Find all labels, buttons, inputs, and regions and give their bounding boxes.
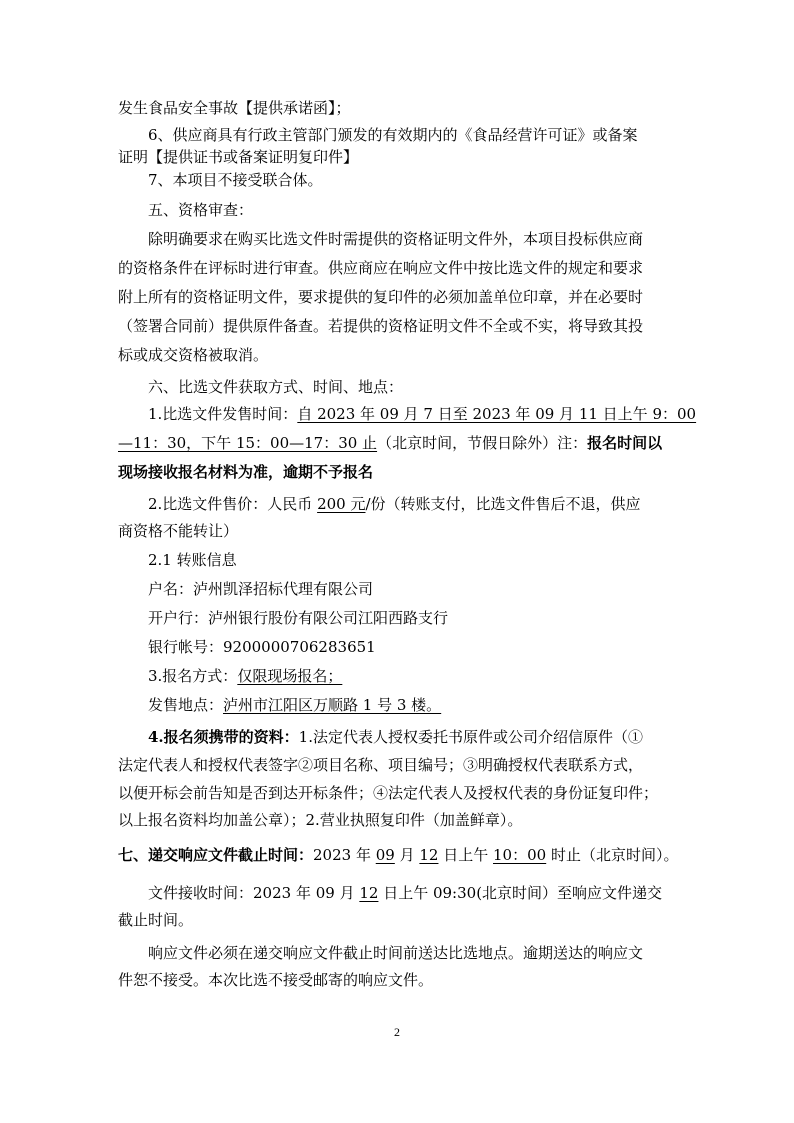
note: （北京时间，节假日除外）注： — [377, 434, 588, 452]
text-line: 发生食品安全事故【提供承诺函】； — [118, 99, 351, 117]
text-line: 响应文件必须在递交响应文件截止时间前送达比选地点。逾期送达的响应文 — [148, 944, 644, 962]
text-line: 6、供应商具有行政主管部门颁发的有效期内的《食品经营许可证》或备案 — [148, 126, 638, 144]
text-line — [148, 494, 698, 514]
text: 时止（北京时间）。 — [546, 846, 679, 864]
label: 七、递交响应文件截止时间： — [118, 846, 314, 864]
text-line: 除明确要求在购买比选文件时需提供的资格证明文件外，本项目投标供应商 — [148, 230, 644, 248]
section-heading-7 — [118, 845, 718, 865]
text-line: 现场接收报名材料为准，逾期不予报名 — [118, 463, 374, 481]
text-line: 7、本项目不接受联合体。 — [148, 171, 323, 189]
text-line — [148, 666, 698, 686]
text-line: 商资格不能转让） — [118, 522, 239, 540]
text: 月 — [394, 846, 420, 864]
address: 泸州市江阳区万顺路 1 号 3 楼。 — [223, 696, 442, 714]
text: 日上午 — [438, 846, 494, 864]
label: 3.报名方式： — [148, 667, 238, 685]
text-line: 的资格条件在评标时进行审查。供应商应在响应文件中按比选文件的规定和要求 — [118, 259, 644, 277]
text-line — [118, 433, 698, 453]
text-line: 以上报名资料均加盖公章）；2.营业执照复印件（加盖鲜章）。 — [118, 811, 523, 829]
day: 12 — [419, 846, 439, 864]
text: 1.法定代表人授权委托书原件或公司介绍信原件（① — [298, 728, 643, 746]
text: /份（转账支付，比选文件售后不退，供应 — [365, 495, 641, 513]
text: 2023 年 — [313, 846, 376, 864]
text-line: 截止时间。 — [118, 911, 194, 929]
text-line: 以便开标会前告知是否到达开标条件；④法定代表人及授权代表的身份证复印件； — [118, 784, 659, 802]
note-bold: 报名时间以 — [587, 434, 663, 452]
text: 日上午 09:30(北京时间）至响应文件递交 — [378, 884, 663, 902]
label: 发售地点： — [148, 696, 224, 714]
time: 10：00 — [493, 846, 547, 864]
text-line: 标或成交资格被取消。 — [118, 346, 269, 364]
text: 文件接收时间：2023 年 09 月 — [148, 884, 360, 902]
text-line: 证明【提供证书或备案证明复印件】 — [118, 148, 359, 166]
section-heading-6: 六、比选文件获取方式、时间、地点： — [148, 378, 404, 396]
sale-time: 自 2023 年 09 月 7 日至 2023 年 09 月 11 日上午 9：00 — [297, 405, 697, 423]
label: 2.比选文件售价：人民币 — [148, 495, 318, 513]
day: 12 — [359, 884, 379, 902]
text-line: 附上所有的资格证明文件，要求提供的复印件的必须加盖单位印章，并在必要时 — [118, 288, 644, 306]
text-line: 法定代表人和授权代表签字②项目名称、项目编号；③明确授权代表联系方式， — [118, 756, 644, 774]
section-heading-5: 五、资格审查： — [148, 201, 254, 219]
text-line: 2.1 转账信息 — [148, 551, 237, 569]
label: 4.报名须携带的资料： — [148, 728, 299, 746]
method: 仅限现场报名； — [237, 667, 343, 685]
text: 件恕不接受。本次比选不接受邮寄的响应文件。 — [118, 971, 434, 989]
account-number: 银行帐号：9200000706283651 — [148, 638, 376, 656]
bank-name: 开户行：泸州银行股份有限公司江阳西路支行 — [148, 609, 449, 627]
label: 1.比选文件发售时间： — [148, 405, 298, 423]
month: 09 — [375, 846, 395, 864]
text-line: （签署合同前）提供原件备查。若提供的资格证明文件不全或不实，将导致其投 — [118, 317, 644, 335]
sale-time: —11：30，下午 15：00—17：30 止 — [118, 434, 378, 452]
text-line — [148, 883, 698, 903]
page-number: 2 — [394, 1025, 400, 1039]
text-line — [148, 404, 698, 424]
text-line — [148, 695, 698, 715]
account-name: 户名：泸州凯泽招标代理有限公司 — [148, 580, 374, 598]
text-line — [118, 970, 698, 990]
price: 200 元 — [317, 495, 366, 513]
text-line — [148, 727, 698, 747]
